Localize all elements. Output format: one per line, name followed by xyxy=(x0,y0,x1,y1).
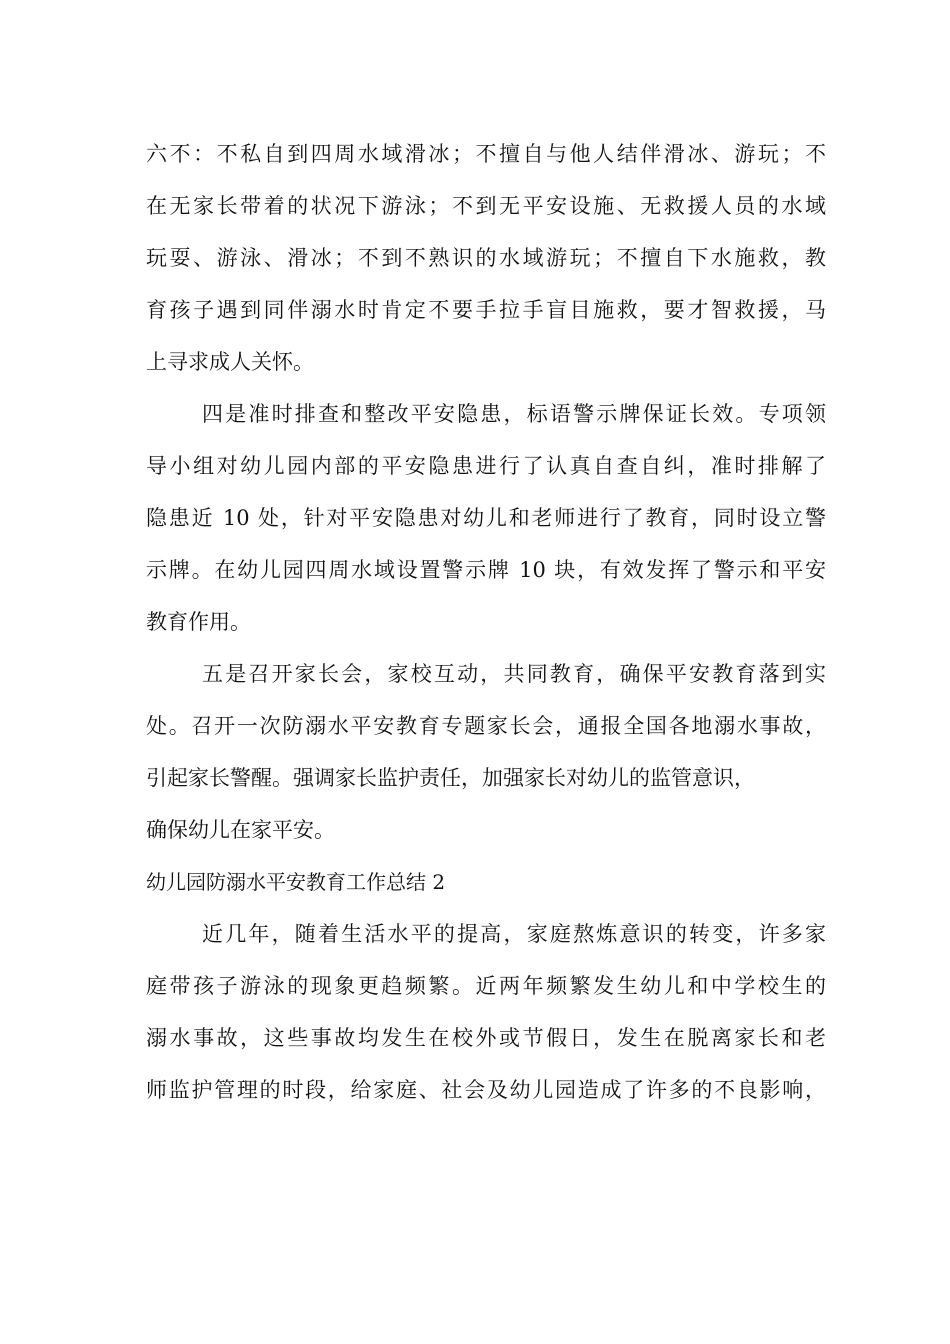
text-line: 溺水事故，这些事故均发生在校外或节假日，发生在脱离家长和老 xyxy=(146,1026,826,1050)
text-line: 玩耍、游泳、滑冰；不到不熟识的水域游玩；不擅自下水施救，教 xyxy=(146,246,826,270)
text-line: 四是准时排查和整改平安隐患，标语警示牌保证长效。专项领 xyxy=(202,402,826,426)
section-title: 幼儿园防溺水平安教育工作总结 2 xyxy=(146,870,446,894)
text-line: 近几年，随着生活水平的提高，家庭熬炼意识的转变，许多家 xyxy=(202,922,826,946)
paragraph xyxy=(146,388,826,648)
document-body xyxy=(146,128,826,1116)
text-line: 引起家长警醒。强调家长监护责任，加强家长对幼儿的监管意识， xyxy=(146,766,755,790)
text-line: 在无家长带着的状况下游泳；不到无平安设施、无救援人员的水域 xyxy=(146,194,826,218)
text-line: 上寻求成人关怀。 xyxy=(146,350,314,374)
text-line: 确保幼儿在家平安。 xyxy=(146,818,335,842)
text-line: 育孩子遇到同伴溺水时肯定不要手拉手盲目施救，要才智救援，马 xyxy=(146,298,826,322)
text-line: 导小组对幼儿园内部的平安隐患进行了认真自查自纠，准时排解了 xyxy=(146,454,826,478)
paragraph xyxy=(146,648,826,856)
text-line: 隐患近 10 处，针对平安隐患对幼儿和老师进行了教育，同时设立警 xyxy=(146,506,826,530)
paragraph xyxy=(146,908,826,1116)
text-line: 师监护管理的时段，给家庭、社会及幼儿园造成了许多的不良影响， xyxy=(146,1078,826,1102)
text-line: 六不：不私自到四周水域滑冰；不擅自与他人结伴滑冰、游玩；不 xyxy=(146,142,826,166)
text-line: 五是召开家长会，家校互动，共同教育，确保平安教育落到实 xyxy=(202,662,826,686)
paragraph xyxy=(146,128,826,388)
text-line: 教育作用。 xyxy=(146,610,251,634)
text-line: 示牌。在幼儿园四周水域设置警示牌 10 块，有效发挥了警示和平安 xyxy=(146,558,826,582)
text-line: 处。召开一次防溺水平安教育专题家长会，通报全国各地溺水事故， xyxy=(146,714,826,738)
text-line: 庭带孩子游泳的现象更趋频繁。近两年频繁发生幼儿和中学校生的 xyxy=(146,974,826,998)
